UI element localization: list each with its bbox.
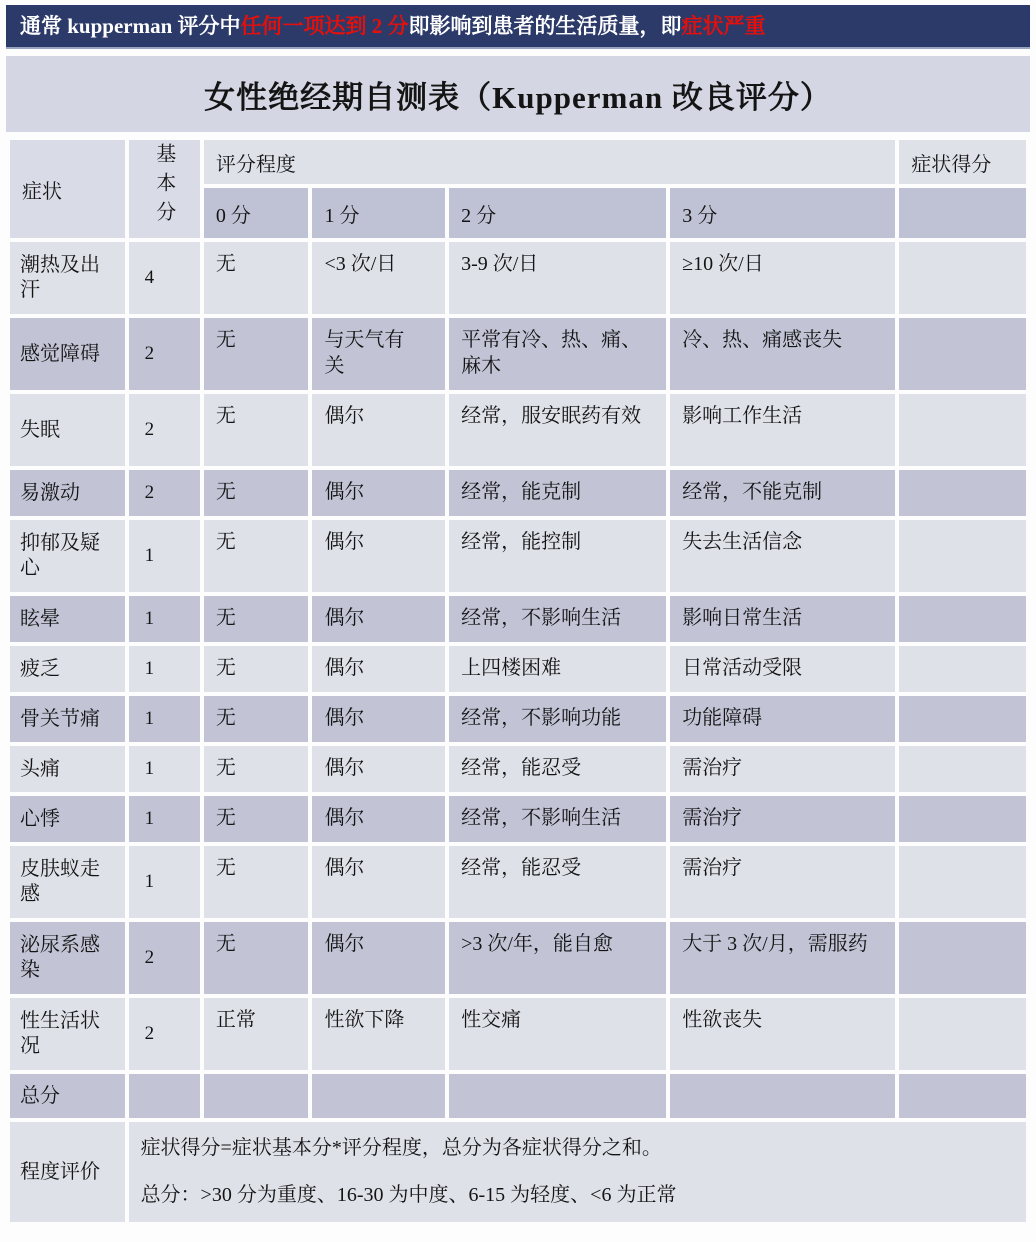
base-score-cell: 2 (129, 318, 200, 390)
score-1-cell: 偶尔 (312, 520, 445, 592)
base-score-cell: 1 (129, 696, 200, 742)
header-rating-level: 评分程度 (204, 140, 895, 184)
total-score-2-empty (449, 1074, 666, 1118)
score-2-cell: 经常，不影响功能 (449, 696, 666, 742)
score-0-cell: 正常 (204, 998, 309, 1070)
base-score-cell: 2 (129, 922, 200, 994)
footer-content (129, 1122, 1026, 1222)
table-row (10, 394, 1026, 466)
base-score-cell: 4 (129, 242, 200, 314)
score-3-cell: 需治疗 (670, 846, 895, 918)
score-2-cell: 上四楼困难 (449, 646, 666, 692)
score-2-cell: 经常，不影响生活 (449, 596, 666, 642)
score-1-cell: 偶尔 (312, 696, 445, 742)
base-score-cell: 1 (129, 596, 200, 642)
score-2-cell: >3 次/年，能自愈 (449, 922, 666, 994)
score-0-cell: 无 (204, 746, 309, 792)
score-3-cell: 需治疗 (670, 796, 895, 842)
score-1-cell: 偶尔 (312, 394, 445, 466)
footer-formula: 症状得分=症状基本分*评分程度，总分为各症状得分之和。 (140, 1137, 662, 1159)
header-score-0: 0 分 (204, 188, 309, 238)
score-2-cell: 经常，能忍受 (449, 846, 666, 918)
score-1-cell: <3 次/日 (312, 242, 445, 314)
total-row (10, 1074, 1026, 1118)
symptom-score-cell (899, 998, 1026, 1070)
symptom-cell: 骨关节痛 (10, 696, 125, 742)
score-1-cell: 偶尔 (312, 922, 445, 994)
symptom-cell: 感觉障碍 (10, 318, 125, 390)
symptom-score-cell (899, 846, 1026, 918)
score-0-cell: 无 (204, 470, 309, 516)
header-score-2: 2 分 (449, 188, 666, 238)
score-0-cell: 无 (204, 646, 309, 692)
banner-highlight-1: 任何一项达到 2 分 (240, 14, 409, 38)
score-3-cell: ≥10 次/日 (670, 242, 895, 314)
table-row (10, 846, 1026, 918)
header-score-1: 1 分 (312, 188, 445, 238)
score-3-cell: 日常活动受限 (670, 646, 895, 692)
header-symptom-score-empty (899, 188, 1026, 238)
banner-text-1: 通常 kupperman 评分中 (20, 14, 241, 38)
total-symptom-score-empty (899, 1074, 1026, 1118)
symptom-score-cell (899, 596, 1026, 642)
score-3-cell: 影响日常生活 (670, 596, 895, 642)
score-3-cell: 功能障碍 (670, 696, 895, 742)
score-0-cell: 无 (204, 846, 309, 918)
score-0-cell: 无 (204, 242, 309, 314)
header-base-score (129, 140, 200, 238)
header-base-score-label: 基本分 (152, 142, 175, 230)
symptom-cell: 失眠 (10, 394, 125, 466)
symptom-score-cell (899, 796, 1026, 842)
symptom-score-cell (899, 394, 1026, 466)
total-row-label: 总分 (10, 1074, 125, 1118)
total-score-1-empty (312, 1074, 445, 1118)
score-1-cell: 偶尔 (312, 796, 445, 842)
header-score-3: 3 分 (670, 188, 895, 238)
score-0-cell: 无 (204, 696, 309, 742)
table-title: 女性绝经期自测表（Kupperman 改良评分） (6, 56, 1030, 132)
base-score-cell: 1 (129, 520, 200, 592)
symptom-score-cell (899, 922, 1026, 994)
symptom-cell: 性生活状况 (10, 998, 125, 1070)
banner-highlight-2: 症状严重 (681, 14, 766, 38)
score-1-cell: 与天气有关 (312, 318, 445, 390)
table-row (10, 696, 1026, 742)
score-2-cell: 经常，不影响生活 (449, 796, 666, 842)
symptom-table (6, 136, 1030, 1226)
table-row (10, 520, 1026, 592)
table-row (10, 470, 1026, 516)
score-0-cell: 无 (204, 796, 309, 842)
symptom-cell: 抑郁及疑心 (10, 520, 125, 592)
table-row (10, 796, 1026, 842)
score-0-cell: 无 (204, 394, 309, 466)
score-1-cell: 偶尔 (312, 470, 445, 516)
score-3-cell: 需治疗 (670, 746, 895, 792)
score-1-cell: 偶尔 (312, 746, 445, 792)
footer-row (10, 1122, 1026, 1222)
symptom-cell: 潮热及出汗 (10, 242, 125, 314)
total-score-3-empty (670, 1074, 895, 1118)
score-3-cell: 冷、热、痛感丧失 (670, 318, 895, 390)
symptom-cell: 疲乏 (10, 646, 125, 692)
symptom-cell: 眩晕 (10, 596, 125, 642)
table-row (10, 242, 1026, 314)
table-row (10, 922, 1026, 994)
score-0-cell: 无 (204, 922, 309, 994)
score-1-cell: 性欲下降 (312, 998, 445, 1070)
base-score-cell: 1 (129, 746, 200, 792)
banner (6, 5, 1030, 49)
table-row (10, 318, 1026, 390)
score-2-cell: 平常有冷、热、痛、麻木 (449, 318, 666, 390)
base-score-cell: 2 (129, 470, 200, 516)
total-score-0-empty (204, 1074, 309, 1118)
score-2-cell: 性交痛 (449, 998, 666, 1070)
score-1-cell: 偶尔 (312, 596, 445, 642)
score-3-cell: 失去生活信念 (670, 520, 895, 592)
footer-label: 程度评价 (10, 1122, 125, 1222)
score-2-cell: 经常，能克制 (449, 470, 666, 516)
score-2-cell: 经常，能忍受 (449, 746, 666, 792)
score-1-cell: 偶尔 (312, 646, 445, 692)
symptom-score-cell (899, 696, 1026, 742)
symptom-cell: 易激动 (10, 470, 125, 516)
base-score-cell: 1 (129, 646, 200, 692)
base-score-cell: 2 (129, 394, 200, 466)
score-0-cell: 无 (204, 596, 309, 642)
base-score-cell: 2 (129, 998, 200, 1070)
score-3-cell: 影响工作生活 (670, 394, 895, 466)
header-row-1 (10, 140, 1026, 184)
symptom-cell: 头痛 (10, 746, 125, 792)
base-score-cell: 1 (129, 846, 200, 918)
header-symptom-score: 症状得分 (899, 140, 1026, 184)
score-0-cell: 无 (204, 520, 309, 592)
header-symptom: 症状 (10, 140, 125, 238)
score-3-cell: 经常，不能克制 (670, 470, 895, 516)
score-1-cell: 偶尔 (312, 846, 445, 918)
score-0-cell: 无 (204, 318, 309, 390)
symptom-score-cell (899, 520, 1026, 592)
symptom-score-cell (899, 318, 1026, 390)
footer-grading: 总分：>30 分为重度、16-30 为中度、6-15 为轻度、<6 为正常 (140, 1184, 677, 1206)
base-score-cell: 1 (129, 796, 200, 842)
score-2-cell: 经常，服安眠药有效 (449, 394, 666, 466)
score-3-cell: 大于 3 次/月，需服药 (670, 922, 895, 994)
symptom-score-cell (899, 646, 1026, 692)
symptom-cell: 皮肤蚁走感 (10, 846, 125, 918)
score-3-cell: 性欲丧失 (670, 998, 895, 1070)
symptom-cell: 泌尿系感染 (10, 922, 125, 994)
score-2-cell: 3-9 次/日 (449, 242, 666, 314)
symptom-score-cell (899, 242, 1026, 314)
banner-text-2: 即影响到患者的生活质量，即 (408, 14, 682, 38)
symptom-score-cell (899, 470, 1026, 516)
score-2-cell: 经常，能控制 (449, 520, 666, 592)
table-row (10, 596, 1026, 642)
table-row (10, 746, 1026, 792)
table-row (10, 998, 1026, 1070)
symptom-cell: 心悸 (10, 796, 125, 842)
table-row (10, 646, 1026, 692)
symptom-score-cell (899, 746, 1026, 792)
total-base-empty (129, 1074, 200, 1118)
